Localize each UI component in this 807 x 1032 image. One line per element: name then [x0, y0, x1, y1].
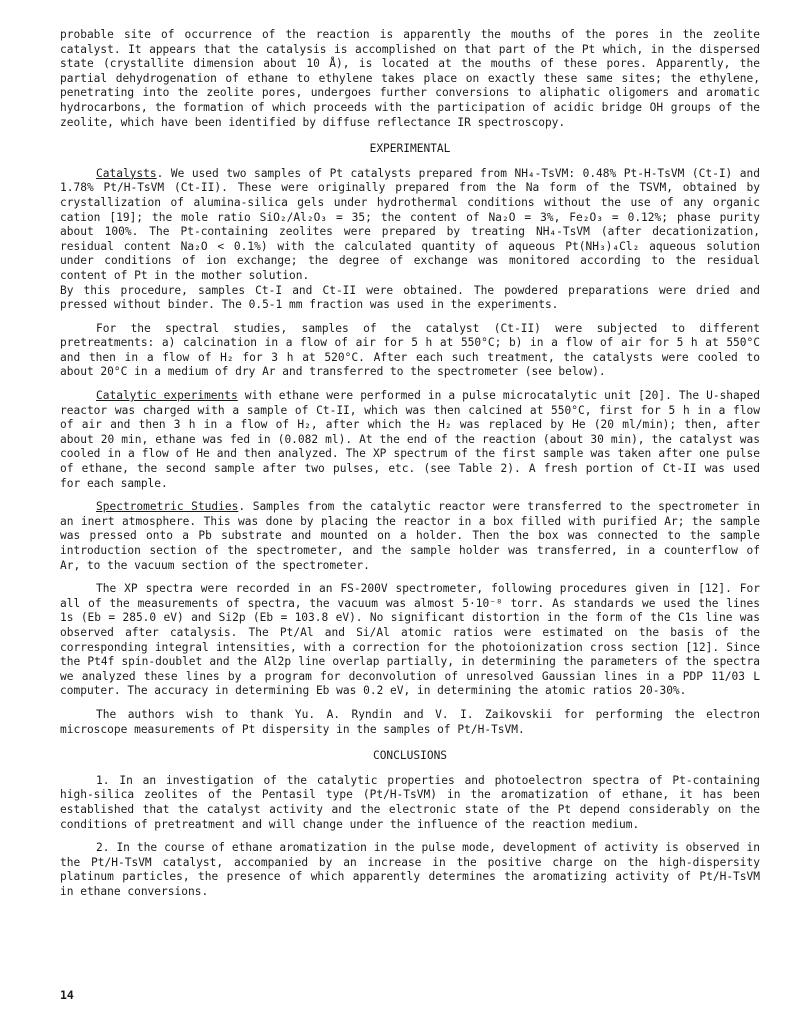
spectral-paragraph: For the spectral studies, samples of the catalyst (Ct-II) were subjected to different pretreatments: a) calcination in a flow of air for 5 h at 550°C; b) in a flow of air for 5 h at 550°C and then in a flow of H₂ for 3 h at 520°C. After each such treatment, the catalysts were cooled to about 20°C in a medium of dry Ar and transferred to the spectrometer (see below). — [60, 321, 760, 379]
catalytic-experiments-paragraph — [60, 389, 760, 491]
acknowledgment-paragraph: The authors wish to thank Yu. A. Ryndin and V. I. Zaikovskii for performing the electron microscope measurements of Pt dispersity in the samples of Pt/H-TsVM. — [60, 707, 760, 736]
intro-paragraph: probable site of occurrence of the reaction is apparently the mouths of the pores in the zeolite catalyst. It appears that the catalysis is accomplished on that part of the Pt which, in the dispersed state (crystallite dimension about 10 Å), is located at the mouths of these pores. Apparently, the partial dehydrogenation of ethane to ethylene takes place on exactly these same sites; the ethylene, penetrating into the zeolite pores, undergoes further conversions to aliphatic oligomers and aromatic hydrocarbons, the formation of which proceeds with the participation of acidic bridge OH groups of the zeolite, which have been identified by diffuse reflectance IR spectroscopy. — [60, 28, 760, 129]
catalysts-label: Catalysts — [96, 166, 157, 180]
conclusions-heading: CONCLUSIONS — [372, 749, 448, 763]
xp-spectra-paragraph: The XP spectra were recorded in an FS-200V spectrometer, following procedures given in [12]. For all of the measurements of spectra, the vacuum was almost 5·10⁻⁸ torr. As standards we used the lines 1s (Eb = 285.0 eV) and Si2p (Eb = 103.8 eV). No significant distortion in the form of the C1s line was observed after catalysis. The Pt/Al and Si/Al atomic ratios were estimated on the basis of the corresponding integral intensities, with a correction for the photoionization cross section [12]. Since the Pt4f spin-doublet and the Al2p line overlap partially, in determining the parameters of the spectra we analyzed these lines by a program for deconvolution of unresolved Gaussian lines in a PDP 11/03 L computer. The accuracy in determining Eb was 0.2 eV, in determining the atomic ratios 20-30%. — [60, 582, 760, 698]
catalytic-experiments-text: with ethane were performed in a pulse microcatalytic unit [20]. The U-shaped reactor was charged with a sample of Ct-II, which was then calcined at 550°C, first for 5 h in a flow of air and then 3 h in a flow of H₂, after which the H₂ was replaced by He (20 ml/min); then, after about 20 min, ethane was fed in (0.082 ml). At the end of the reaction (about 30 min), the catalyst was cooled in a flow of He and then analyzed. The XP spectrum of the first sample was taken after one pulse of ethane, the second sample after two pulses, etc. (see Table 2). A fresh portion of Ct-II was used for each sample. — [60, 389, 760, 490]
catalytic-experiments-label: Catalytic experiments — [96, 389, 238, 403]
catalysts-paragraph-continued: By this procedure, samples Ct-I and Ct-II were obtained. The powdered preparations were dried and pressed without binder. The 0.5-1 mm fraction was used in the experiments. — [60, 283, 760, 312]
spectrometric-text: Samples from the catalytic reactor were transferred to the spectrometer in an inert atmosphere. This was done by placing the reactor in a box filled with purified Ar; the sample was pressed onto a Pb substrate and mounted on a holder. Then the box was connected to the sample introduction section of the spectrometer, and the sample holder was transferred, in a counterflow of Ar, to the vacuum section of the spectrometer. — [60, 500, 760, 572]
conclusion-item-1: 1. In an investigation of the catalytic properties and photoelectron spectra of Pt-containing high-silica zeolites of the Pentasil type (Pt/H-TsVM) in the aromatization of ethane, it has been established that the catalyst activity and the electronic state of the Pt depend considerably on the conditions of pretreatment and will change under the influence of the reaction medium. — [60, 773, 760, 831]
catalysts-text: We used two samples of Pt catalysts prepared from NH₄-TsVM: 0.48% Pt-H-TsVM (Ct-I) and 1.78% Pt/H-TsVM (Ct-II). These were originally prepared from the Na form of the TSVM, obtained by crystallization of alumina-silica gels under hydrothermal conditions without the use of any organic cation [19]; the mole ratio SiO₂/Al₂O₃ = 35; the content of Na₂O = 3%, Fe₂O₃ = 0.12%; phase purity about 100%. The Pt-containing zeolites were prepared by treating NH₄-TsVM (after decationization, residual content Na₂O < 0.1%) with the calculated quantity of aqueous Pt(NH₃)₄Cl₂ aqueous solution under conditions of ion exchange; the degree of exchange was monitored according to the residual content of Pt in the mother solution. — [60, 166, 760, 282]
spectrometric-label: Spectrometric Studies — [96, 500, 239, 514]
page-number: 14 — [60, 988, 74, 1002]
conclusion-item-2: 2. In the course of ethane aromatization in the pulse mode, development of activity is observed in the Pt/H-TsVM catalyst, accompanied by an increase in the positive charge on the high-dispersity platinum particles, the presence of which apparently determines the aromatizing activity of Pt/H-TsVM in ethane conversions. — [60, 841, 760, 898]
spectrometric-paragraph: Spectrometric Studies. Samples from the catalytic reactor were transferred to the spectrometer in an inert atmosphere. This was done by placing the reactor in a box filled with purified Ar; the sample was pressed onto a Pb substrate and mounted on a holder. Then the box was connected to the sample introduction section of the spectrometer, and the sample holder was transferred, in a counterflow of Ar, to the vacuum section of the spectrometer. — [60, 500, 760, 572]
catalysts-paragraph: Catalysts. We used two samples of Pt catalysts prepared from NH₄-TsVM: 0.48% Pt-H-TsVM (Ct-I) and 1.78% Pt/H-TsVM (Ct-II). These were originally prepared from the Na form of the TSVM, obtained by crystallization of alumina-silica gels under hydrothermal conditions without the use of any organic cation [19]; the mole ratio SiO₂/Al₂O₃ = 35; the content of Na₂O = 3%, Fe₂O₃ = 0.12%; phase purity about 100%. The Pt-containing zeolites were prepared by treating NH₄-TsVM (after decationization, residual content Na₂O < 0.1%) with the calculated quantity of aqueous Pt(NH₃)₄Cl₂ aqueous solution under conditions of ion exchange; the degree of exchange was monitored according to the residual content of Pt in the mother solution. — [60, 166, 760, 282]
experimental-heading: EXPERIMENTAL — [369, 142, 451, 156]
document-page — [60, 28, 760, 899]
